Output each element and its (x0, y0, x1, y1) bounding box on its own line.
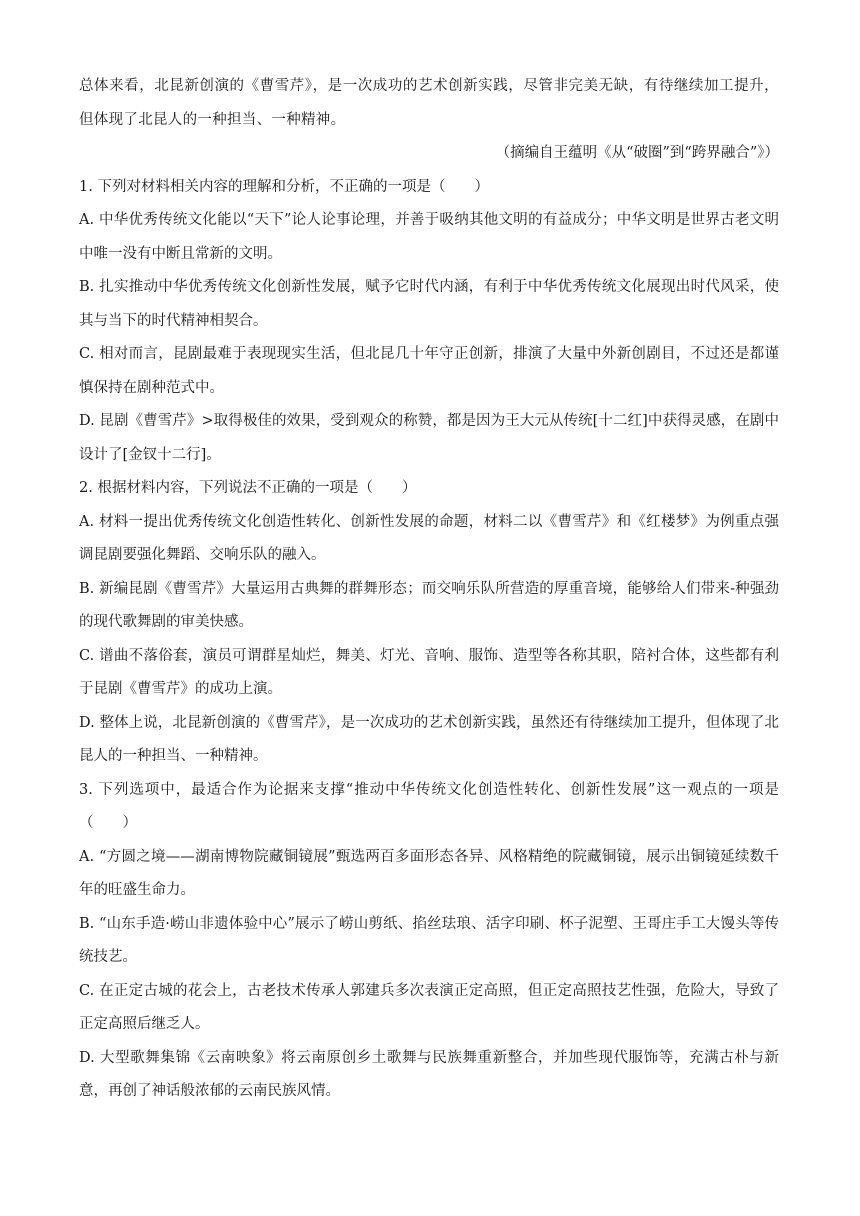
question-2 (79, 472, 779, 774)
option-d: D. 昆剧《曹雪芹》>取得极佳的效果，受到观众的称赞，都是因为王大元从传统[十二红]中获得灵感，在剧中设计了[金钗十二行]。 (79, 413, 779, 463)
option-a: A. “方圆之境——湖南博物院藏铜镜展”甄选两百多面形态各异、风格精绝的院藏铜镜，展示出铜镜延续数千年的旺盛生命力。 (79, 848, 779, 898)
question-1 (79, 171, 779, 473)
question-3 (79, 774, 779, 1109)
option-c: C. 在正定古城的花会上，古老技术传承人郭建兵多次表演正定高照，但正定高照技艺性强，危险大，导致了正定高照后继乏人。 (79, 982, 779, 1032)
option-a: A. 材料一提出优秀传统文化创造性转化、创新性发展的命题，材料二以《曹雪芹》和《红楼梦》为例重点强调昆剧要强化舞蹈、交响乐队的融入。 (79, 513, 779, 563)
option-b: B. 扎实推动中华优秀传统文化创新性发展，赋予它时代内涵，有利于中华优秀传统文化展现出时代风采，使其与当下的时代精神相契合。 (79, 279, 779, 329)
option-b: B. 新编昆剧《曹雪芹》大量运用古典舞的群舞形态；而交响乐队所营造的厚重音境，能够给人们带来-种强劲的现代歌舞剧的审美快感。 (79, 580, 779, 630)
option-c: C. 谱曲不落俗套，演员可谓群星灿烂，舞美、灯光、音响、服饰、造型等各称其职，陪衬合体，这些都有利于昆剧《曹雪芹》的成功上演。 (79, 647, 779, 697)
question-stem: 2. 根据材料内容，下列说法不正确的一项是（ ） (79, 480, 417, 496)
option-b: B. “山东手造·崂山非遗体验中心”展示了崂山剪纸、掐丝珐琅、活字印刷、杯子泥塑、王哥庄手工大馒头等传统技艺。 (79, 915, 779, 965)
option-d: D. 整体上说，北昆新创演的《曹雪芹》，是一次成功的艺术创新实践，虽然还有待继续加工提升，但体现了北昆人的一种担当、一种精神。 (79, 714, 779, 764)
intro-paragraph: 总体来看，北昆新创演的《曹雪芹》，是一次成功的艺术创新实践，尽管非完美无缺，有待继续加工提升，但体现了北昆人的一种担当、一种精神。 (79, 78, 779, 128)
option-a: A. 中华优秀传统文化能以“天下”论人论事论理，并善于吸纳其他文明的有益成分；中华文明是世界古老文明中唯一没有中断且常新的文明。 (79, 212, 779, 262)
question-stem: 1. 下列对材料相关内容的理解和分析，不正确的一项是（ ） (79, 178, 489, 195)
source-citation: （摘编自王蕴明《从“破圈”到“跨界融合”》） (495, 145, 779, 161)
question-stem: 3. 下列选项中，最适合作为论据来支撑“推动中华传统文化创造性转化、创新性发展”这一观点的一项是（ ） (79, 781, 779, 831)
option-d: D. 大型歌舞集锦《云南映象》将云南原创乡土歌舞与民族舞重新整合，并加些现代服饰等，充满古朴与新意，再创了神话般浓郁的云南民族风情。 (79, 1049, 779, 1099)
option-c: C. 相对而言，昆剧最难于表现现实生活，但北昆几十年守正创新，排演了大量中外新创剧目，不过还是都谨慎保持在剧种范式中。 (79, 346, 779, 396)
document-page (79, 70, 779, 1109)
